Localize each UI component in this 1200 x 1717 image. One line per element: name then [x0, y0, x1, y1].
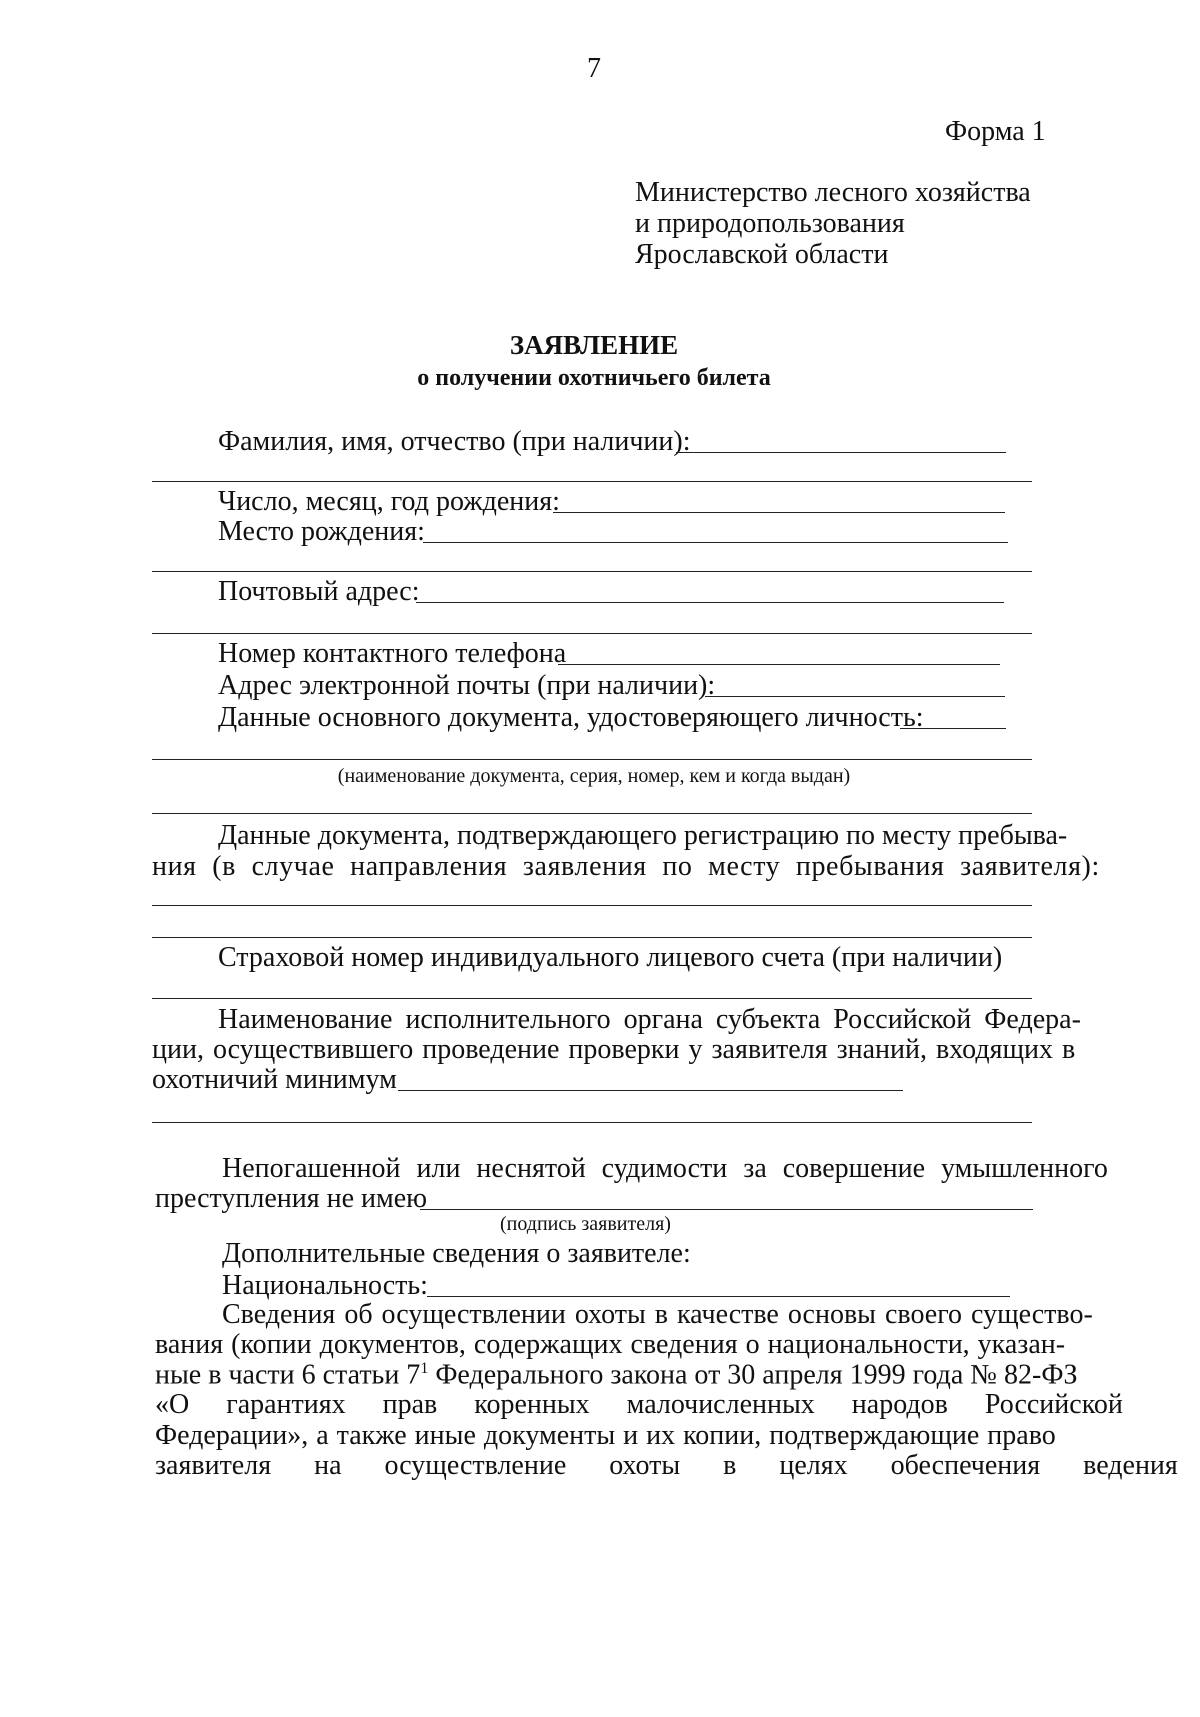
email-label: Адрес электронной почты (при наличии): — [218, 670, 716, 701]
registration-text-line-2: ния (в случае направления заявления по месту пребывания заявителя): — [152, 851, 1100, 882]
page-number: 7 — [587, 53, 601, 84]
registration-input-line-2[interactable] — [152, 937, 1032, 938]
authority-text-line-2: ции, осуществившего проведение проверки у заявителя знаний, входящих в — [152, 1034, 1076, 1065]
id-document-input-line-3[interactable] — [152, 813, 1032, 814]
nationality-label: Национальность: — [222, 1270, 428, 1301]
authority-input-line-2[interactable] — [152, 1122, 1032, 1123]
snils-input-line[interactable] — [152, 998, 1032, 999]
authority-input-line[interactable] — [398, 1090, 903, 1091]
fio-input-line[interactable] — [676, 452, 1006, 453]
hunting-text-line-3 — [155, 1361, 1077, 1389]
additional-info-label: Дополнительные сведения о заявителе: — [222, 1238, 691, 1269]
phone-label: Номер контактного телефона — [218, 638, 567, 669]
phone-input-line[interactable] — [558, 664, 1000, 665]
nationality-input-line[interactable] — [427, 1296, 1010, 1297]
conviction-text-line-1: Непогашенной или неснятой судимости за совершение умышленного — [222, 1153, 1108, 1184]
registration-text-line-1 — [218, 820, 1068, 851]
birth-place-input-line-2[interactable] — [152, 571, 1032, 572]
hunting-text-line-3-end: Федерального закона от 30 апреля 1999 года № 82-ФЗ — [428, 1359, 1078, 1391]
postal-address-input-line-2[interactable] — [152, 633, 1032, 634]
birth-date-label: Число, месяц, год рождения: — [218, 486, 560, 517]
birth-place-input-line[interactable] — [423, 542, 1008, 543]
postal-address-input-line[interactable] — [416, 602, 1004, 603]
email-input-line[interactable] — [705, 696, 1005, 697]
hunting-text-line-4: «О гарантиях прав коренных малочисленных народов Российской — [155, 1389, 1123, 1420]
id-document-input-line[interactable] — [900, 728, 1006, 729]
hunting-text-line-6: заявителя на осуществление охоты в целях обеспечения ведения — [155, 1450, 1178, 1481]
registration-input-line[interactable] — [152, 905, 1032, 906]
authority-text-line-1: Наименование исполнительного органа субъекта Российской Федера- — [218, 1004, 1081, 1035]
id-document-input-line-2[interactable] — [152, 759, 1032, 760]
form-label: Форма 1 — [945, 116, 1046, 147]
conviction-text-line-2: преступления не имею — [155, 1183, 428, 1214]
document-subtitle: о получении охотничьего билета — [417, 365, 771, 391]
hunting-text-line-3-start: ные в части 6 статьи 7 — [155, 1359, 421, 1391]
fio-label: Фамилия, имя, отчество (при наличии): — [218, 426, 691, 457]
document-title: ЗАЯВЛЕНИЕ — [509, 330, 679, 360]
fio-input-line-2[interactable] — [152, 481, 1032, 482]
hunting-text-line-1: Сведения об осуществлении охоты в качестве основы своего существо- — [222, 1299, 1093, 1330]
addressee-line-1: Министерство лесного хозяйства — [635, 177, 1031, 208]
id-document-label: Данные основного документа, удостоверяющего личность: — [218, 702, 924, 733]
birth-date-input-line[interactable] — [553, 512, 1005, 513]
snils-label: Страховой номер индивидуального лицевого счета (при наличии) — [218, 942, 1003, 973]
hunting-text-line-5: Федерации», а также иные документы и их копии, подтверждающие право — [155, 1420, 1056, 1451]
article-superscript: 1 — [420, 1360, 429, 1377]
addressee-line-2: и природопользования — [635, 208, 905, 239]
hunting-text-line-2: вания (копии документов, содержащих сведения о национальности, указан- — [155, 1329, 1066, 1360]
postal-address-label: Почтовый адрес: — [218, 576, 420, 607]
birth-place-label: Место рождения: — [218, 516, 425, 547]
registration-text: Данные документа, подтверждающего регистрацию по месту пребыва- — [218, 820, 1068, 851]
signature-hint: (подпись заявителя) — [500, 1213, 671, 1235]
signature-input-line[interactable] — [420, 1209, 1033, 1210]
id-document-hint: (наименование документа, серия, номер, кем и когда выдан) — [337, 765, 851, 787]
addressee-line-3: Ярославской области — [635, 239, 889, 270]
authority-text-line-3: охотничий минимум — [152, 1064, 397, 1095]
